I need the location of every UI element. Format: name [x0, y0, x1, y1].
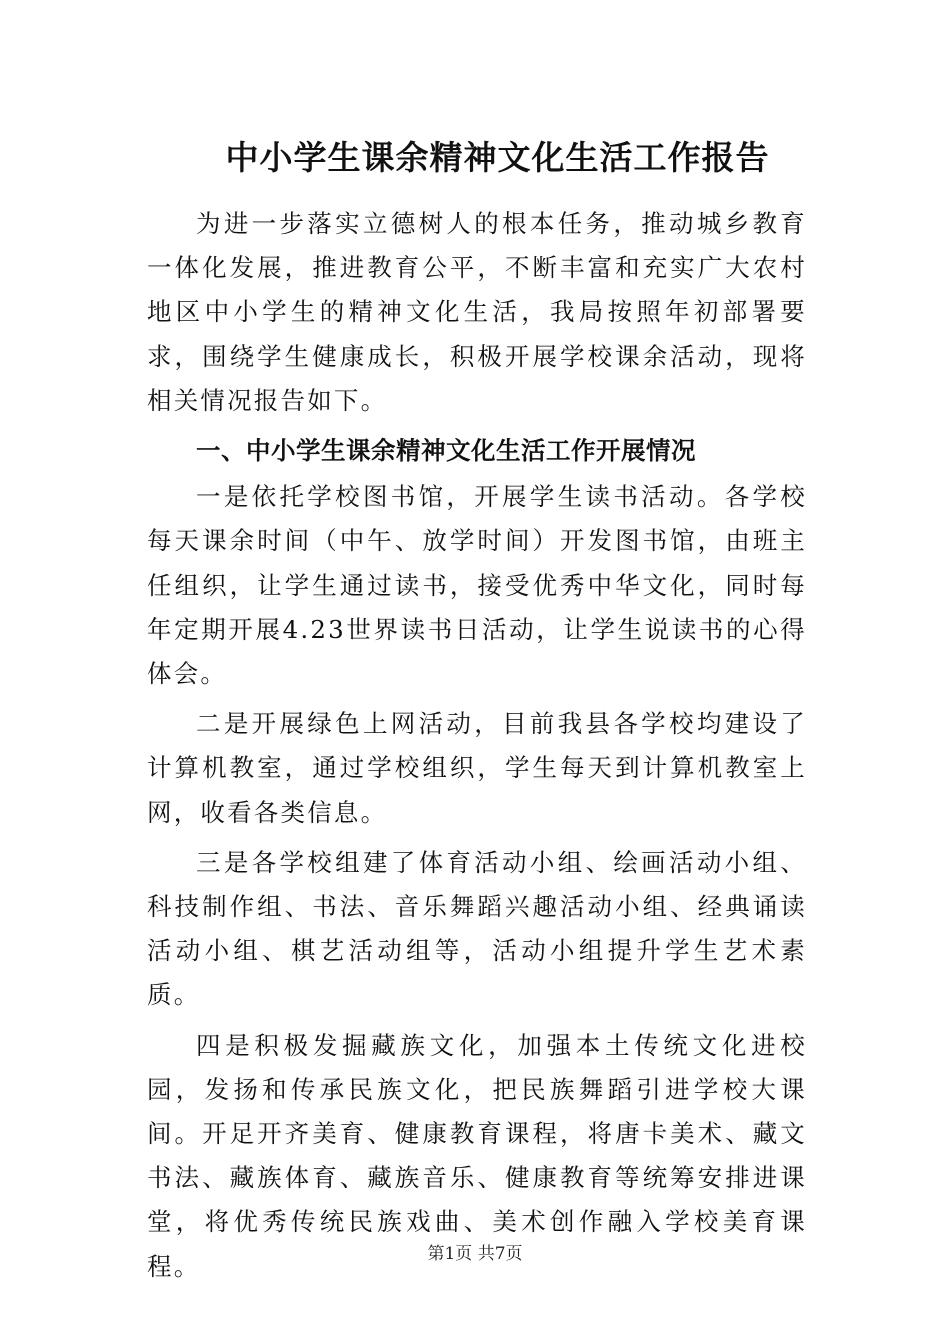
paragraph-activity-groups: 三是各学校组建了体育活动小组、绘画活动小组、科技制作组、书法、音乐舞蹈兴趣活动小组、经典诵读活动小组、棋艺活动组等，活动小组提升学生艺术素质。	[147, 847, 807, 1010]
document-body	[147, 202, 807, 1289]
paragraph-tibetan-culture: 四是积极发掘藏族文化，加强本土传统文化进校园，发扬和传承民族文化，把民族舞蹈引进学校大课间。开足开齐美育、健康教育课程，将唐卡美术、藏文书法、藏族体育、藏族音乐、健康教育等统筹安排进课堂，将优秀传统民族戏曲、美术创作融入学校美育课程。	[147, 1030, 807, 1281]
page-number: 第1页 共7页	[427, 1244, 523, 1264]
paragraph-internet: 二是开展绿色上网活动，目前我县各学校均建设了计算机教室，通过学校组织，学生每天到计算机教室上网，收看各类信息。	[147, 709, 807, 827]
intro-paragraph: 为进一步落实立德树人的根本任务，推动城乡教育一体化发展，推进教育公平，不断丰富和充实广大农村地区中小学生的精神文化生活，我局按照年初部署要求，围绕学生健康成长，积极开展学校课余活动，现将相关情况报告如下。	[147, 209, 807, 415]
paragraph-reading: 一是依托学校图书馆，开展学生读书活动。各学校每天课余时间（中午、放学时间）开发图书馆，由班主任组织，让学生通过读书，接受优秀中华文化，同时每年定期开展4.23世界读书日活动，让学生说读书的心得体会。	[147, 482, 807, 689]
document-title: 中小学生课余精神文化生活工作报告	[225, 138, 770, 177]
section-heading: 一、中小学生课余精神文化生活工作开展情况	[196, 436, 696, 466]
